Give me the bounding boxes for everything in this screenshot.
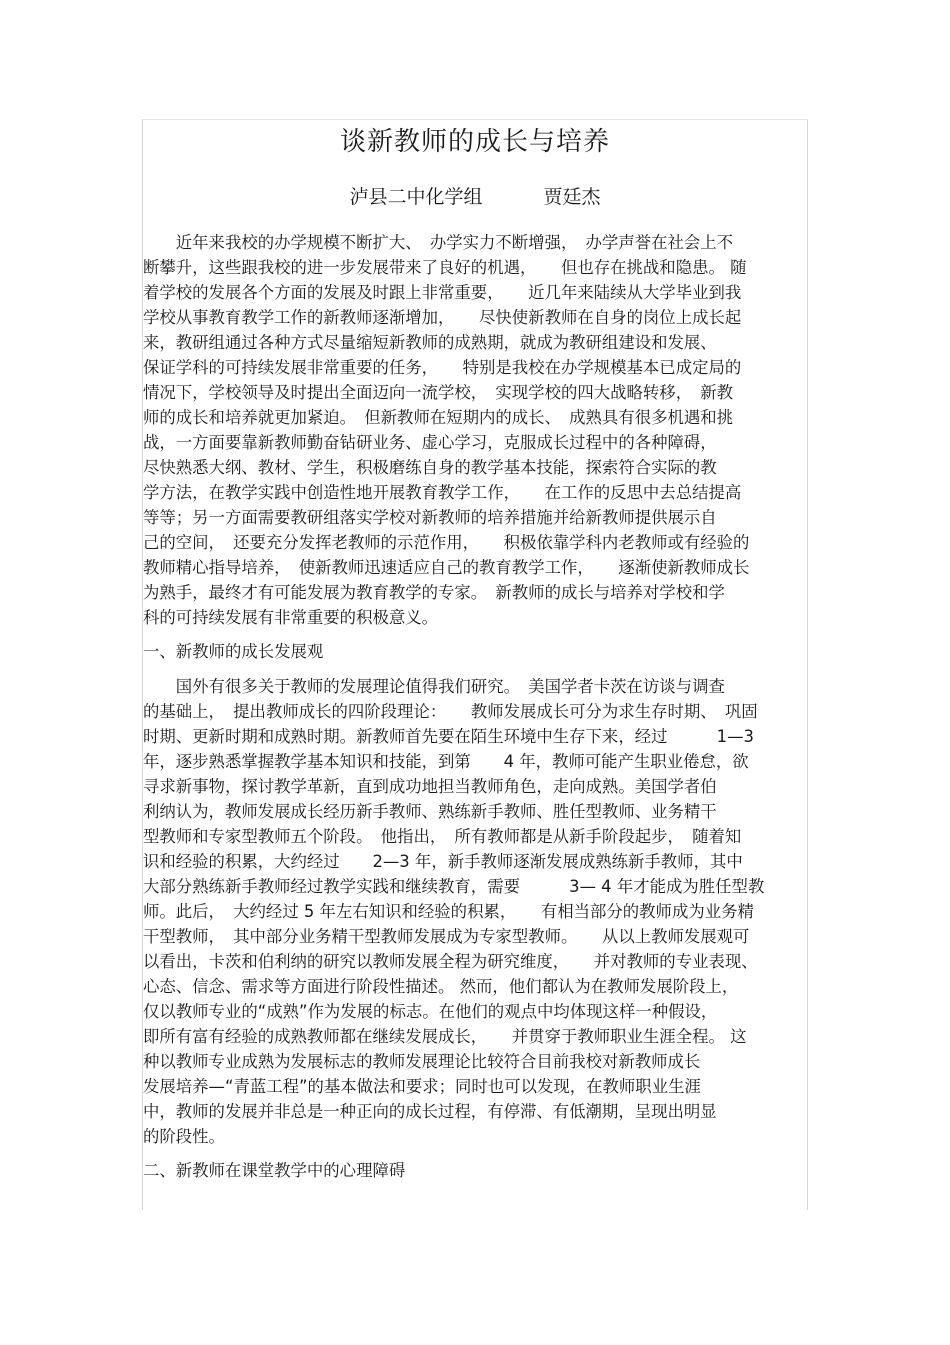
text-line: 年，逐步熟悉掌握教学基本知识和技能，到第 4 年，教师可能产生职业倦怠，欲 bbox=[143, 752, 749, 771]
text-line: 心态、信念、需求等方面进行阶段性描述。 然而，他们都认为在教师发展阶段上， bbox=[143, 977, 739, 996]
text-line: 师的成长和培养就更加紧迫。 但新教师在短期内的成长、 成熟具有很多机遇和挑 bbox=[143, 408, 734, 427]
text-line: 的基础上， 提出教师成长的四阶段理论： 教师发展成长可分为求生存时期、 巩固 bbox=[143, 702, 758, 721]
text-line: 仅以教师专业的“成熟”作为发展的标志。在他们的观点中均体现这样一种假设， bbox=[143, 1002, 718, 1021]
text-line: 学校从事教育教学工作的新教师逐渐增加， 尽快使新教师在自身的岗位上成长起 bbox=[143, 308, 742, 327]
text-line: 以看出，卡茨和伯利纳的研究以教师发展全程为研究维度， 并对教师的专业表现、 bbox=[143, 952, 758, 971]
text-line: 时期、更新时期和成熟时期。新教师首先要在陌生环境中生存下来，经过 1—3 bbox=[143, 727, 754, 746]
text-line: 识和经验的积累，大约经过 2—3 年，新手教师逐渐发展成熟练新手教师，其中 bbox=[143, 852, 743, 871]
text-line: 来，教研组通过各种方式尽量缩短新教师的成熟期，就成为教研组建设和发展、 bbox=[143, 333, 717, 352]
text-line: 科的可持续发展有非常重要的积极意义。 bbox=[143, 608, 439, 627]
text-line: 的阶段性。 bbox=[143, 1127, 225, 1146]
paragraph-intro bbox=[143, 230, 798, 630]
text-line: 中，教师的发展并非总是一种正向的成长过程，有停滞、有低潮期，呈现出明显 bbox=[143, 1102, 717, 1121]
text-line: 为熟手，最终才有可能发展为教育教学的专家。 新教师的成长与培养对学校和学 bbox=[143, 583, 725, 602]
section-heading-1: 一、新教师的成长发展观 bbox=[143, 642, 324, 661]
text-line: 利纳认为，教师发展成长经历新手教师、熟练新手教师、胜任型教师、业务精干 bbox=[143, 802, 717, 821]
text-line: 寻求新事物，探讨教学革新，直到成功地担当教师角色，走向成熟。美国学者伯 bbox=[143, 777, 717, 796]
text-line: 干型教师， 其中部分业务精干型教师发展成为专家型教师。 从以上教师发展观可 bbox=[143, 927, 750, 946]
text-line: 即所有富有经验的成熟教师都在继续发展成长， 并贯穿于教师职业生涯全程。 这 bbox=[143, 1027, 747, 1046]
text-line: 尽快熟悉大纲、教材、学生，积极磨练自身的教学基本技能，探索符合实际的教 bbox=[143, 458, 717, 477]
author-byline bbox=[0, 182, 950, 209]
text-line: 发展培养—“青蓝工程”的基本做法和要求；同时也可以发现，在教师职业生涯 bbox=[143, 1077, 701, 1096]
text-line: 情况下，学校领导及时提出全面迈向一流学校， 实现学校的四大战略转移， 新教 bbox=[143, 383, 734, 402]
text-line: 近年来我校的办学规模不断扩大、 办学实力不断增强， 办学声誉在社会上不 bbox=[143, 233, 734, 252]
author-unit: 泸县二中化学组 bbox=[349, 186, 483, 208]
text-line: 着学校的发展各个方面的发展及时跟上非常重要， 近几年来陆续从大学毕业到我 bbox=[143, 283, 742, 302]
text-line: 等等；另一方面需要教研组落实学校对新教师的培养措施并给新教师提供展示自 bbox=[143, 508, 717, 527]
text-line: 保证学科的可持续发展非常重要的任务， 特别是我校在办学规模基本已成定局的 bbox=[143, 358, 742, 377]
text-line: 己的空间， 还要充分发挥老教师的示范作用， 积极依靠学科内老教师或有经验的 bbox=[143, 533, 750, 552]
paragraph-development-view bbox=[143, 674, 798, 1149]
text-line: 师。此后， 大约经过 5 年左右知识和经验的积累， 有相当部分的教师成为业务精 bbox=[143, 902, 754, 921]
text-line: 种以教师专业成熟为发展标志的教师发展理论比较符合目前我校对新教师成长 bbox=[143, 1052, 701, 1071]
text-line: 战，一方面要靠新教师勤奋钻研业务、虚心学习，克服成长过程中的各种障碍， bbox=[143, 433, 717, 452]
text-line: 教师精心指导培养， 使新教师迅速适应自己的教育教学工作， 逐渐使新教师成长 bbox=[143, 558, 750, 577]
text-line: 断攀升，这些跟我校的进一步发展带来了良好的机遇， 但也存在挑战和隐患。 随 bbox=[143, 258, 747, 277]
text-line: 国外有很多关于教师的发展理论值得我们研究。 美国学者卡茨在访谈与调查 bbox=[143, 677, 725, 696]
text-line: 型教师和专家型教师五个阶段。 他指出， 所有教师都是从新手阶段起步， 随着知 bbox=[143, 827, 742, 846]
author-name: 贾廷杰 bbox=[543, 186, 601, 208]
text-line: 学方法，在教学实践中创造性地开展教育教学工作， 在工作的反思中去总结提高 bbox=[143, 483, 742, 502]
text-line: 大部分熟练新手教师经过教学实践和继续教育，需要 3— 4 年才能成为胜任型教 bbox=[143, 877, 765, 896]
section-heading-2: 二、新教师在课堂教学中的心理障碍 bbox=[143, 1161, 406, 1180]
document-title: 谈新教师的成长与培养 bbox=[339, 127, 610, 157]
document-body bbox=[143, 230, 798, 1193]
